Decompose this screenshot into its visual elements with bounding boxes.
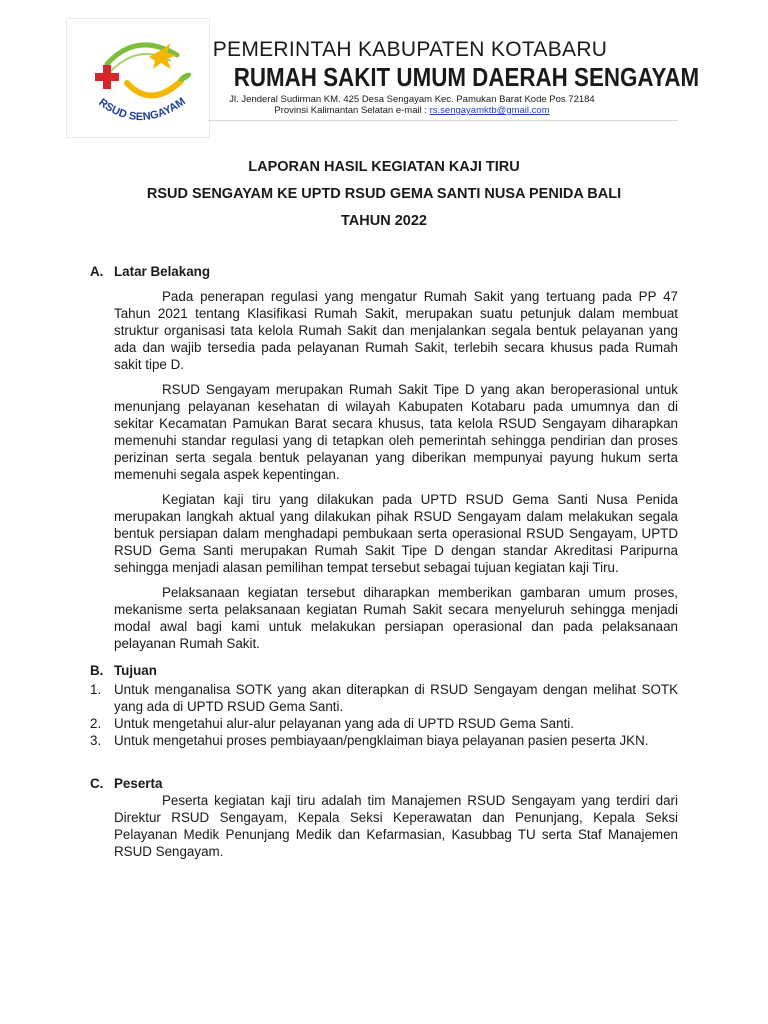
list-number: 2. xyxy=(90,716,102,731)
list-text: Untuk mengetahui proses pembiayaan/pengklaiman biaya pelayanan pasien peserta JKN. xyxy=(114,733,649,748)
list-number: 3. xyxy=(90,733,102,748)
section-title: Tujuan xyxy=(114,663,157,678)
objectives-list xyxy=(90,681,678,749)
section-heading xyxy=(90,775,678,792)
paragraph: RSUD Sengayam merupakan Rumah Sakit Tipe D yang akan beroperasional untuk menunjang pelayanan kesehatan di wilayah Kabupaten Kotabaru pada umumnya dan di sekitar Kecamatan Pamukan Barat secara khusus, tata kelola RSUD Sengayam diharapkan memenuhi standar regulasi yang di tetapkan oleh pemerintah sehingga pendirian dan proses perizinan serta segala bentuk pelayanan yang diberikan mempunyai payung hukum serta memenuhi segala aspek kepentingan. xyxy=(114,382,678,482)
section-objectives xyxy=(90,662,678,749)
list-text: Untuk menganalisa SOTK yang akan diterapkan di RSUD Sengayam dengan melihat SOTK yang ada di UPTD RSUD Gema Santi. xyxy=(114,682,678,714)
section-title: Latar Belakang xyxy=(114,264,211,279)
list-text: Untuk mengetahui alur-alur pelayanan yang ada di UPTD RSUD Gema Santi. xyxy=(114,716,574,731)
paragraph: Pada penerapan regulasi yang mengatur Rumah Sakit yang tertuang pada PP 47 Tahun 2021 tentang Klasifikasi Rumah Sakit, merupakan suatu petunjuk dalam membuat struktur organisasi tata kelola Rumah Sakit dan menjalankan segala bentuk pelayanan yang ada dan wajib tersedia pada pelayanan Rumah Sakit, terlebih secara khusus pada Rumah sakit tipe D. xyxy=(114,289,678,372)
section-letter: B. xyxy=(90,663,104,678)
paragraph: Peserta kegiatan kaji tiru adalah tim Manajemen RSUD Sengayam yang terdiri dari Direktur RSUD Sengayam, Kepala Seksi Keperawatan dan Penunjang, Kepala Seksi Pelayanan Medik Penunjang Medik dan Kefarmasian, Kasubbag TU serta Staf Manajemen RSUD Sengayam. xyxy=(114,793,678,859)
list-item xyxy=(90,715,678,732)
email-link[interactable]: rs.sengayamktb@gmail.com xyxy=(429,105,550,116)
report-subtitle: RSUD SENGAYAM KE UPTD RSUD GEMA SANTI NUSA PENIDA BALI xyxy=(146,186,622,202)
hospital-logo xyxy=(66,18,210,138)
section-participants xyxy=(90,775,678,860)
svg-text:RSUD SENGAYAM xyxy=(96,95,187,123)
report-title: LAPORAN HASIL KEGIATAN KAJI TIRU xyxy=(248,159,520,175)
report-year: TAHUN 2022 xyxy=(341,213,427,229)
list-item xyxy=(90,681,678,715)
list-item xyxy=(90,732,678,749)
logo-text: RSUD SENGAYAM xyxy=(96,95,188,124)
section-title: Peserta xyxy=(114,776,163,791)
logo-emblem xyxy=(67,19,209,137)
province-contact xyxy=(212,105,612,116)
report-body xyxy=(90,263,678,860)
header-divider xyxy=(208,120,678,121)
section-letter: A. xyxy=(90,264,104,279)
government-name: PEMERINTAH KABUPATEN KOTABARU xyxy=(212,38,608,61)
paragraph: Kegiatan kaji tiru yang dilakukan pada UPTD RSUD Gema Santi Nusa Penida merupakan langkah aktual yang dilakukan pihak RSUD Sengayam dalam melakukan segala bentuk persiapan dalam menghadapi pembukaan serta operasional RSUD Sengayam, UPTD RSUD Gema Santi merupakan Rumah Sakit Tipe D dengan standar Akreditasi Paripurna sehingga menjadi alasan pemilihan tempat tersebut sebagai tujuan kegiatan kaji Tiru. xyxy=(114,492,678,575)
paragraph: Pelaksanaan kegiatan tersebut diharapkan memberikan gambaran umum proses, mekanisme serta pelaksanaan kegiatan Rumah Sakit secara menyeluruh sehingga menjadi modal awal bagi kami untuk melakukan persiapan operasional dan pada pelaksanaan pelayanan Rumah Sakit. xyxy=(114,585,678,651)
hospital-address: Jl. Jenderal Sudirman KM. 425 Desa Sengayam Kec. Pamukan Barat Kode Pos 72184 xyxy=(229,94,595,105)
section-background xyxy=(90,263,678,652)
list-number: 1. xyxy=(90,682,102,697)
hospital-name: RUMAH SAKIT UMUM DAERAH SENGAYAM xyxy=(233,62,700,92)
section-letter: C. xyxy=(90,776,104,791)
section-heading xyxy=(90,662,678,679)
province-label: Provinsi Kalimantan Selatan e-mail : xyxy=(274,105,430,116)
section-heading xyxy=(90,263,678,280)
